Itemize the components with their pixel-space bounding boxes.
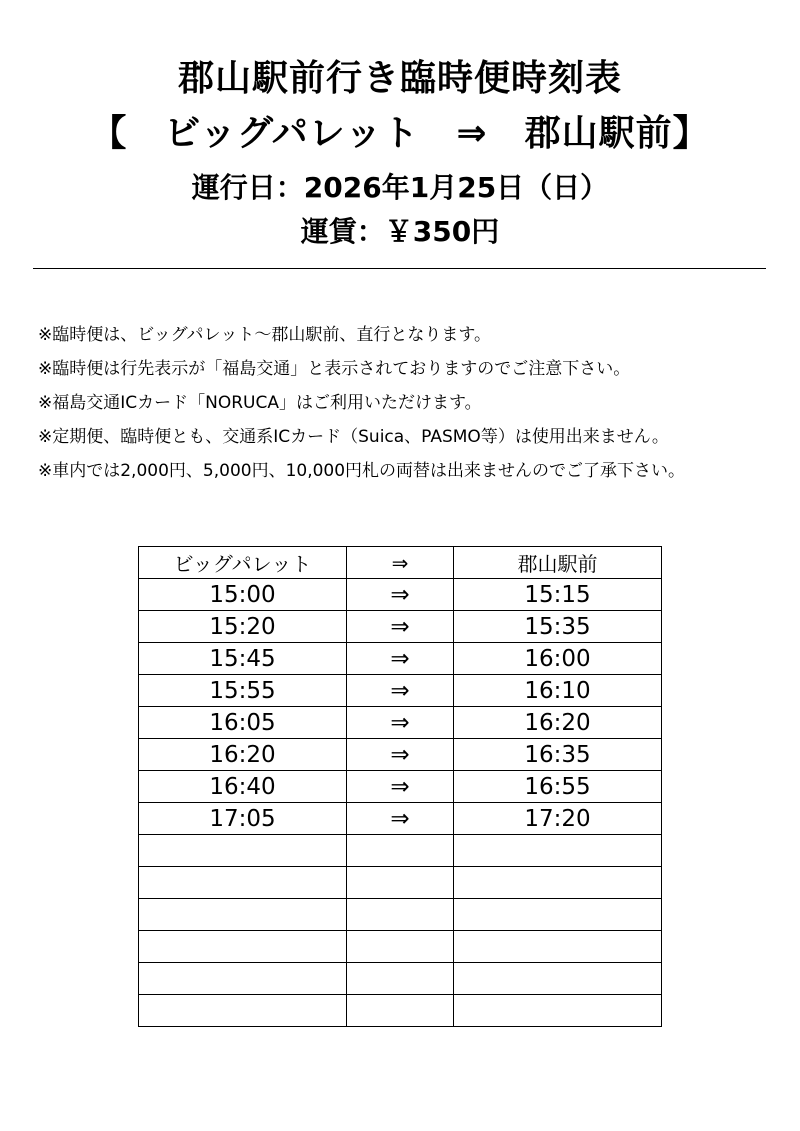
arrow-cell [347, 867, 454, 899]
table-row [139, 675, 662, 707]
arrival-time [454, 867, 662, 899]
arrow-cell: ⇒ [347, 707, 454, 739]
page-header [0, 55, 800, 251]
arrival-time: 16:35 [454, 739, 662, 771]
operation-date: 運行日：2026年1月25日（日） [191, 171, 609, 204]
table-row [139, 803, 662, 835]
table-row [139, 899, 662, 931]
table-row [139, 995, 662, 1027]
notes-list [38, 318, 778, 488]
note-item: ※定期便、臨時便とも、交通系ICカード（Suica、PASMO等）は使用出来ません。 [38, 427, 669, 447]
departure-time: 16:05 [139, 707, 347, 739]
fare-info: 運賃：￥350円 [300, 215, 500, 248]
timetable [138, 546, 662, 1027]
table-row [139, 771, 662, 803]
table-row [139, 835, 662, 867]
arrow-cell: ⇒ [347, 771, 454, 803]
timetable-body [139, 579, 662, 1027]
note-item: ※臨時便は行先表示が「福島交通」と表示されておりますのでご注意下さい。 [38, 359, 631, 379]
table-row [139, 707, 662, 739]
departure-time: 15:45 [139, 643, 347, 675]
header-divider [33, 268, 766, 269]
table-row [139, 931, 662, 963]
arrival-time: 16:00 [454, 643, 662, 675]
table-row [139, 611, 662, 643]
timetable-header-row [139, 547, 662, 579]
departure-time: 15:20 [139, 611, 347, 643]
departure-time [139, 899, 347, 931]
table-row [139, 867, 662, 899]
arrow-cell: ⇒ [347, 611, 454, 643]
arrow-cell [347, 963, 454, 995]
note-item: ※車内では2,000円、5,000円、10,000円札の両替は出来ませんのでご了承下さい。 [38, 461, 686, 481]
arrow-cell [347, 899, 454, 931]
arrival-time [454, 899, 662, 931]
arrow-cell [347, 995, 454, 1027]
arrival-time [454, 931, 662, 963]
arrow-cell: ⇒ [347, 739, 454, 771]
table-row [139, 643, 662, 675]
arrow-cell: ⇒ [347, 643, 454, 675]
arrival-time: 15:35 [454, 611, 662, 643]
header-arrow: ⇒ [347, 547, 454, 579]
page-title: 郡山駅前行き臨時便時刻表 [177, 58, 622, 99]
departure-time [139, 835, 347, 867]
arrow-cell: ⇒ [347, 675, 454, 707]
header-origin: ビッグパレット [139, 547, 347, 579]
note-item: ※臨時便は、ビッグパレット～郡山駅前、直行となります。 [38, 325, 492, 345]
departure-time [139, 931, 347, 963]
arrival-time: 16:55 [454, 771, 662, 803]
arrow-cell: ⇒ [347, 803, 454, 835]
table-row [139, 963, 662, 995]
route-heading: 【 ビッグパレット ⇒ 郡山駅前】 [90, 113, 710, 154]
departure-time: 15:00 [139, 579, 347, 611]
arrow-cell: ⇒ [347, 579, 454, 611]
arrival-time: 16:20 [454, 707, 662, 739]
departure-time: 16:20 [139, 739, 347, 771]
arrow-cell [347, 931, 454, 963]
departure-time [139, 995, 347, 1027]
departure-time: 16:40 [139, 771, 347, 803]
note-item: ※福島交通ICカード「NORUCA」はご利用いただけます。 [38, 393, 482, 413]
arrival-time: 17:20 [454, 803, 662, 835]
header-destination: 郡山駅前 [454, 547, 662, 579]
arrow-cell [347, 835, 454, 867]
arrival-time [454, 995, 662, 1027]
table-row [139, 739, 662, 771]
arrival-time [454, 835, 662, 867]
departure-time [139, 963, 347, 995]
departure-time [139, 867, 347, 899]
departure-time: 17:05 [139, 803, 347, 835]
table-row [139, 579, 662, 611]
arrival-time [454, 963, 662, 995]
departure-time: 15:55 [139, 675, 347, 707]
arrival-time: 15:15 [454, 579, 662, 611]
arrival-time: 16:10 [454, 675, 662, 707]
